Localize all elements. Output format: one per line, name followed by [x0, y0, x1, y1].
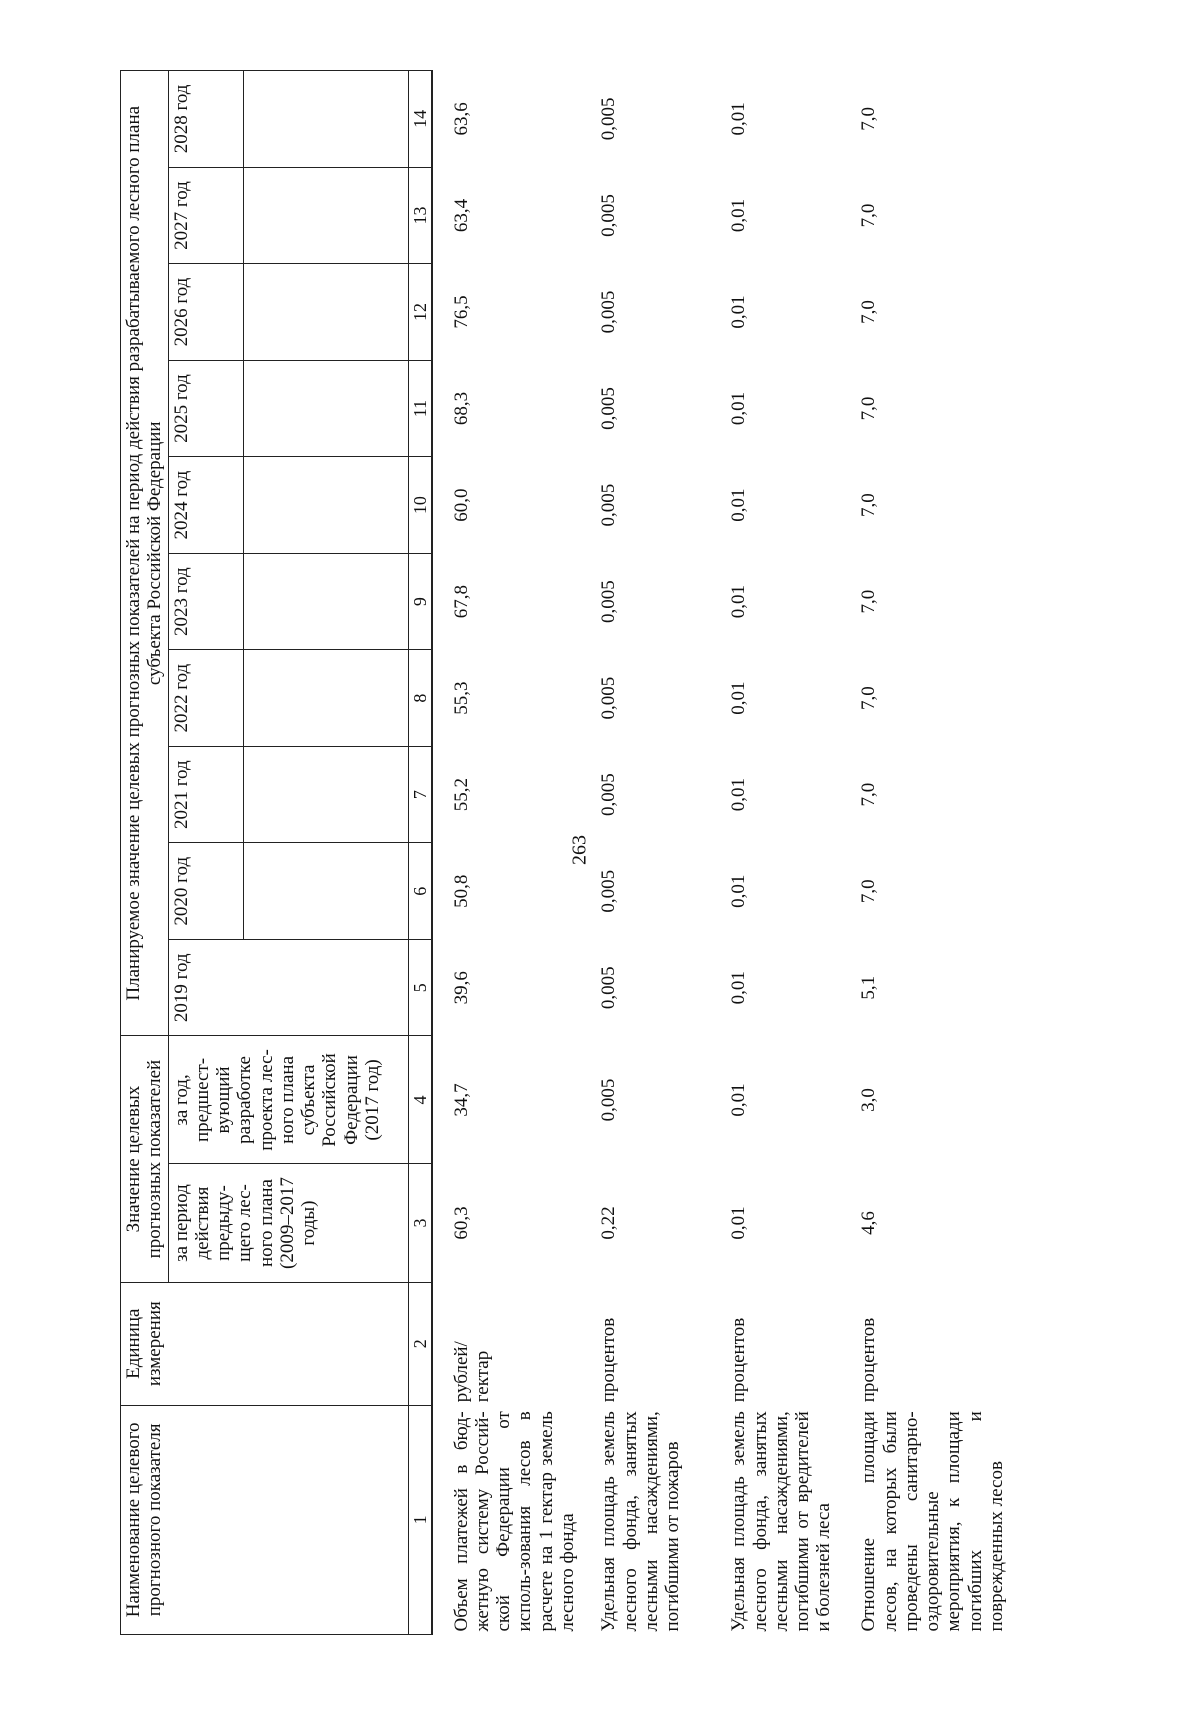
- value-cell: 0,005: [598, 1078, 620, 1122]
- indicator-name-cell: Объем платежей в бюд-жетную систему Россий-ской Федерации от исполь-зования лесов в расчете на 1 гектар земель лесного фонда: [450, 1411, 579, 1632]
- value-cell: 0,01: [728, 1083, 750, 1117]
- value-cell: 60,3: [450, 1206, 472, 1240]
- value-cell: 0,01: [728, 971, 750, 1005]
- unit-cell: рублей/ гектар: [450, 1341, 493, 1403]
- column-number: 1: [408, 1405, 432, 1634]
- value-cell: 7,0: [858, 300, 880, 324]
- column-number: 3: [408, 1164, 432, 1282]
- column-number: 12: [408, 264, 432, 361]
- value-cell: 0,01: [728, 778, 750, 812]
- value-cell: 0,005: [598, 483, 620, 527]
- value-cell: 68,3: [450, 391, 472, 426]
- value-cell: 7,0: [858, 106, 880, 131]
- header-year-2027: 2027 год: [168, 167, 243, 264]
- forecast-indicators-table: [120, 70, 1009, 1635]
- column-number: 6: [408, 843, 432, 940]
- value-cell: 7,0: [858, 396, 880, 421]
- value-cell: 3,0: [858, 1088, 880, 1112]
- table-row: [840, 71, 1009, 1635]
- header-value-prev-period: за период действия предыду-щего лес-ного плана (2009–2017 годы): [168, 1164, 408, 1282]
- rotated-page-content: [120, 70, 1040, 1635]
- value-cell: 0,01: [728, 681, 750, 715]
- column-number: 7: [408, 746, 432, 843]
- column-number: 10: [408, 457, 432, 554]
- column-number: 4: [408, 1036, 432, 1164]
- value-cell: 39,6: [450, 971, 472, 1005]
- header-year-2022: 2022 год: [168, 650, 243, 747]
- column-number: 5: [408, 939, 432, 1036]
- value-cell: 63,4: [450, 198, 472, 233]
- table-body: [432, 71, 1009, 1635]
- unit-cell: процентов: [728, 1317, 750, 1403]
- value-cell: 0,01: [728, 488, 750, 522]
- page-number: 263: [568, 835, 591, 865]
- value-cell: 0,01: [728, 198, 750, 233]
- header-value-group: Значение целевых прогнозных показателей: [121, 1036, 169, 1282]
- indicator-name-cell: Удельная площадь земель лесного фонда, занятых лесными насаждениями, погибшими от вредителей и болезней леса: [728, 1411, 835, 1632]
- value-cell: 0,005: [598, 773, 620, 817]
- value-cell: 4,6: [858, 1211, 880, 1235]
- header-year-2026: 2026 год: [168, 264, 243, 361]
- value-cell: 7,0: [858, 686, 880, 711]
- value-cell: 0,01: [728, 1206, 750, 1240]
- value-cell: 0,005: [598, 676, 620, 720]
- value-cell: 63,6: [450, 102, 472, 136]
- value-cell: 0,01: [728, 391, 750, 426]
- value-cell: 50,8: [450, 874, 472, 908]
- value-cell: 7,0: [858, 203, 880, 228]
- indicator-name-cell: Удельная площадь земель лесного фонда, занятых лесными насаждениями, погибшими от пожаров: [598, 1411, 684, 1632]
- column-number: 9: [408, 553, 432, 650]
- header-planned-group: Планируемое значение целевых прогнозных показателей на период действия разрабатываемого лесного плана субъекта Российской Федерации: [121, 71, 169, 1037]
- indicator-name-cell: Отношение площади лесов, на которых были проведены санитарно-оздоровительные мероприятия, к площади погибших и поврежденных лесов: [858, 1411, 1007, 1632]
- value-cell: 55,3: [450, 681, 472, 715]
- unit-cell: процентов: [598, 1317, 620, 1403]
- value-cell: 7,0: [858, 879, 880, 904]
- value-cell: 0,01: [728, 874, 750, 908]
- value-cell: 7,0: [858, 493, 880, 517]
- value-cell: 0,01: [728, 584, 750, 619]
- value-cell: 60,0: [450, 488, 472, 522]
- value-cell: 0,005: [598, 869, 620, 913]
- column-numbers-row: [408, 71, 432, 1635]
- value-cell: 76,5: [450, 295, 472, 329]
- column-number: 13: [408, 167, 432, 264]
- value-cell: 7,0: [858, 589, 880, 614]
- table-row: [710, 71, 840, 1635]
- column-number: 8: [408, 650, 432, 747]
- column-number: 2: [408, 1282, 432, 1405]
- header-year-2024: 2024 год: [168, 457, 243, 554]
- header-year-2023: 2023 год: [168, 553, 243, 650]
- value-cell: 34,7: [450, 1083, 472, 1117]
- value-cell: 0,22: [598, 1206, 620, 1240]
- table-row: [580, 71, 710, 1635]
- table-row: [432, 71, 581, 1635]
- header-year-2028: 2028 год: [168, 71, 243, 168]
- value-cell: 7,0: [858, 782, 880, 807]
- value-cell: 0,005: [598, 580, 620, 623]
- column-number: 14: [408, 71, 432, 168]
- value-cell: 55,2: [450, 778, 472, 812]
- header-year-2021: 2021 год: [168, 746, 243, 843]
- header-year-2019: 2019 год: [168, 939, 408, 1036]
- header-year-2020: 2020 год: [168, 843, 243, 940]
- value-cell: 0,005: [598, 290, 620, 334]
- header-year-2025: 2025 год: [168, 360, 243, 457]
- header-indicator-name: Наименование целевого прогнозного показателя: [121, 1405, 409, 1634]
- value-cell: 67,8: [450, 584, 472, 619]
- value-cell: 5,1: [858, 975, 880, 1000]
- unit-cell: процентов: [858, 1317, 880, 1403]
- value-cell: 0,005: [598, 194, 620, 237]
- header-value-prev-year: за год, предшест-вующий разработке проекта лес-ного плана субъекта Российской Федерации (2017 год): [168, 1036, 408, 1164]
- value-cell: 0,01: [728, 295, 750, 329]
- value-cell: 0,005: [598, 97, 620, 141]
- value-cell: 0,005: [598, 387, 620, 430]
- header-unit: Единица измерения: [121, 1282, 409, 1405]
- column-number: 11: [408, 360, 432, 457]
- value-cell: 0,005: [598, 966, 620, 1010]
- value-cell: 0,01: [728, 102, 750, 136]
